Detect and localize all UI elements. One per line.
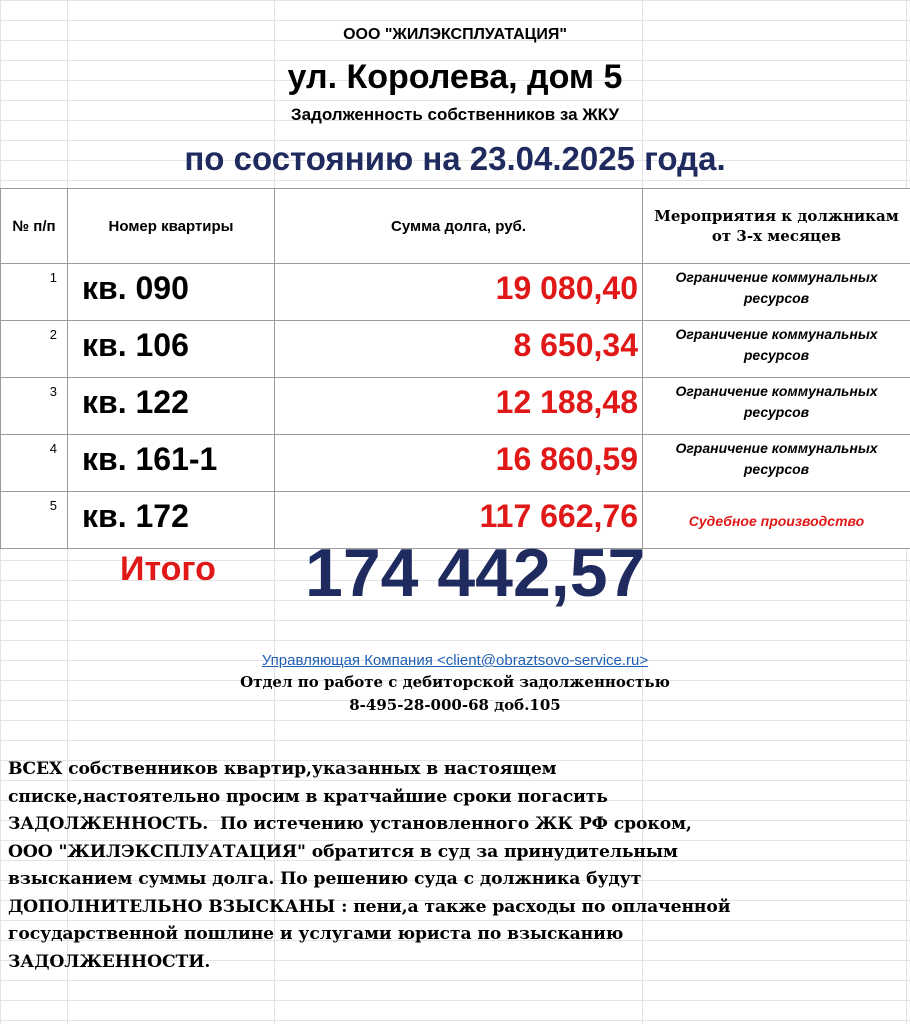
company-name: ООО "ЖИЛЭКСПЛУАТАЦИЯ" — [343, 26, 567, 43]
apartment-number: кв. 090 — [68, 264, 275, 321]
table-row — [1, 378, 910, 435]
column-header-debt: Сумма долга, руб. — [275, 189, 643, 264]
page-subtitle: Задолженность собственников за ЖКУ — [290, 105, 620, 124]
debt-measure: Ограничение коммунальных ресурсов — [643, 435, 910, 492]
apartment-number: кв. 161-1 — [68, 435, 275, 492]
debt-table — [0, 188, 910, 549]
row-number: 4 — [1, 435, 68, 492]
notice-text: ВСЕХ собственников квартир,указанных в настоящем списке,настоятельно просим в кратчайшие сроки погасить ЗАДОЛЖЕННОСТЬ. По истечению установленного ЖК РФ сроком, ООО "ЖИЛЭКСПЛУАТАЦИЯ" обратится в суд за принудительным взысканием суммы долга. По решению суда с должника будут ДОПОЛНИТЕЛЬНО ВЗЫСКАНЫ : пени,а также расходы по оплаченной государственной пошлине и услугами юриста по взысканию ЗАДОЛЖЕННОСТИ. — [8, 759, 731, 972]
column-header-number: № п/п — [1, 189, 68, 264]
apartment-number: кв. 106 — [68, 321, 275, 378]
as-of-date: по состоянию на 23.04.2025 года. — [184, 140, 726, 177]
column-header-apartment: Номер квартиры — [68, 189, 275, 264]
total-label: Итого — [120, 550, 216, 588]
row-number: 2 — [1, 321, 68, 378]
contact-email-link[interactable]: Управляющая Компания <client@obraztsovo-service.ru> — [261, 652, 649, 669]
total-value: 174 442,57 — [305, 535, 646, 611]
debt-measure: Судебное производство — [643, 492, 910, 549]
debt-amount: 19 080,40 — [275, 264, 643, 321]
row-number: 3 — [1, 378, 68, 435]
apartment-number: кв. 172 — [68, 492, 275, 549]
contact-department: Отдел по работе с дебиторской задолженностью — [240, 673, 670, 691]
table-header-row — [1, 189, 910, 264]
debt-amount: 16 860,59 — [275, 435, 643, 492]
debt-measure: Ограничение коммунальных ресурсов — [643, 321, 910, 378]
table-row — [1, 435, 910, 492]
apartment-number: кв. 122 — [68, 378, 275, 435]
row-number: 1 — [1, 264, 68, 321]
table-row — [1, 321, 910, 378]
page-title-address: ул. Королева, дом 5 — [287, 58, 623, 96]
table-row — [1, 264, 910, 321]
contact-phone: 8-495-28-000-68 доб.105 — [349, 696, 561, 714]
debt-measure: Ограничение коммунальных ресурсов — [643, 264, 910, 321]
row-number: 5 — [1, 492, 68, 549]
debt-amount: 8 650,34 — [275, 321, 643, 378]
debt-measure: Ограничение коммунальных ресурсов — [643, 378, 910, 435]
debt-amount: 12 188,48 — [275, 378, 643, 435]
debt-amount: 117 662,76 — [275, 492, 643, 549]
column-header-measures: Мероприятия к должникам от 3-х месяцев — [643, 189, 910, 264]
